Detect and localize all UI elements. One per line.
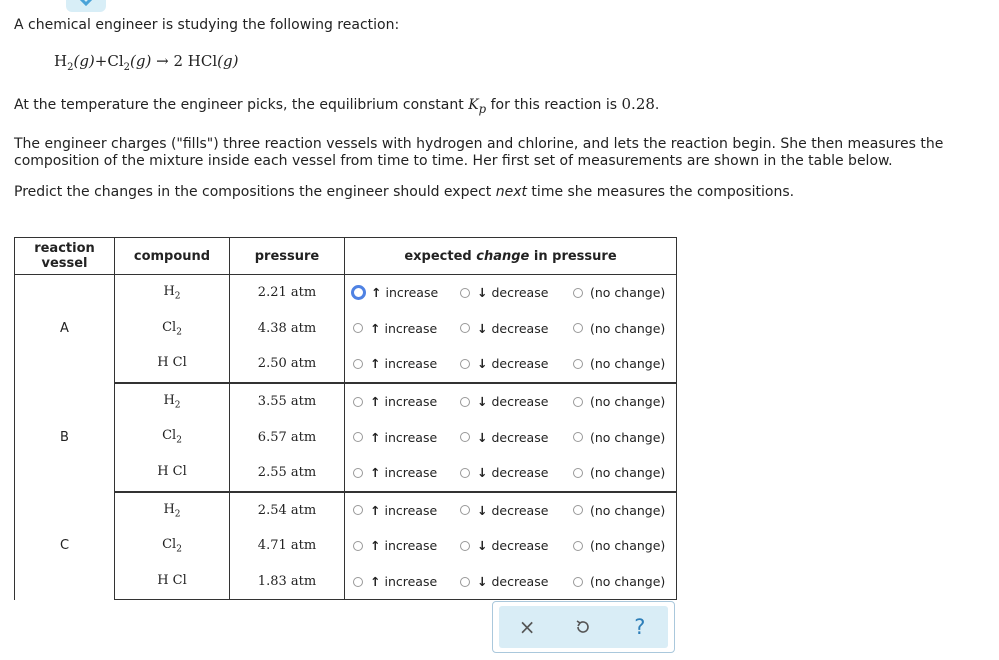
change-options (345, 455, 677, 492)
table-row (15, 528, 677, 564)
pressure-cell: 3.55 atm (230, 383, 345, 420)
table-row (15, 311, 677, 347)
pressure-cell: 2.55 atm (230, 455, 345, 492)
pressure-cell: 2.50 atm (230, 346, 345, 383)
radio-button[interactable] (353, 505, 363, 515)
radio-button[interactable] (573, 541, 583, 551)
arrow-down-icon: ↓ (477, 394, 488, 410)
pressure-cell: 2.54 atm (230, 492, 345, 529)
close-icon: × (518, 615, 536, 639)
measurements-table (14, 237, 677, 600)
no-change-option[interactable]: (no change) (573, 321, 665, 336)
kp-sentence: At the temperature the engineer picks, the equilibrium constant $K_p$ for this reaction is 0.28. (14, 95, 660, 116)
change-options (345, 419, 677, 455)
arrow-down-icon: ↓ (477, 429, 488, 445)
decrease-option[interactable]: ↓ decrease (460, 430, 573, 445)
compound-cell: $H_2$ (115, 383, 230, 420)
compound-cell: $Cl_2$ (115, 311, 230, 347)
radio-button[interactable] (460, 468, 470, 478)
arrow-up-icon: ↑ (370, 356, 381, 372)
increase-option[interactable]: ↑ increase (353, 321, 460, 336)
pressure-cell: 1.83 atm (230, 564, 345, 600)
radio-button[interactable] (460, 323, 470, 333)
compound-cell: $H_2$ (115, 492, 230, 529)
change-options (345, 528, 677, 564)
arrow-up-icon: ↑ (370, 320, 381, 336)
radio-button[interactable] (573, 505, 583, 515)
increase-option[interactable]: ↑ increase (353, 538, 460, 553)
table-row (15, 455, 677, 492)
arrow-up-icon: ↑ (371, 285, 382, 301)
arrow-up-icon: ↑ (370, 429, 381, 445)
decrease-option[interactable]: ↓ decrease (460, 321, 573, 336)
no-change-option[interactable]: (no change) (573, 430, 665, 445)
pressure-cell: 4.38 atm (230, 311, 345, 347)
help-button[interactable] (625, 612, 655, 642)
table-row (15, 275, 677, 311)
no-change-option[interactable]: (no change) (573, 503, 665, 518)
help-icon: ? (634, 615, 646, 639)
increase-option[interactable]: ↑ increase (353, 394, 460, 409)
change-options (345, 492, 677, 529)
arrow-down-icon: ↓ (477, 502, 488, 518)
vessel-label: C (15, 492, 115, 600)
table-row (15, 346, 677, 383)
arrow-up-icon: ↑ (370, 574, 381, 590)
no-change-option[interactable]: (no change) (573, 394, 665, 409)
radio-button[interactable] (573, 397, 583, 407)
no-change-option[interactable]: (no change) (573, 465, 665, 480)
change-options (345, 311, 677, 347)
radio-button[interactable] (353, 577, 363, 587)
compound-cell: H Cl (115, 564, 230, 600)
radio-button[interactable] (353, 468, 363, 478)
arrow-down-icon: ↓ (477, 356, 488, 372)
radio-button[interactable] (353, 432, 363, 442)
vessel-label: A (15, 275, 115, 383)
no-change-option[interactable]: (no change) (573, 538, 665, 553)
arrow-up-icon: ↑ (370, 394, 381, 410)
radio-button[interactable] (353, 397, 363, 407)
compound-cell: $Cl_2$ (115, 528, 230, 564)
pressure-cell: 6.57 atm (230, 419, 345, 455)
arrow-up-icon: ↑ (370, 538, 381, 554)
table-row (15, 419, 677, 455)
increase-option[interactable]: ↑ increase (353, 465, 460, 480)
increase-option[interactable]: ↑ increase (353, 574, 460, 589)
increase-option[interactable]: ↑ increase (353, 356, 460, 371)
arrow-up-icon: ↑ (370, 465, 381, 481)
predict-instruction: Predict the changes in the compositions the engineer should expect next time she measures the compositions. (14, 184, 795, 200)
compound-cell: H Cl (115, 455, 230, 492)
decrease-option[interactable]: ↓ decrease (460, 538, 573, 553)
change-options (345, 346, 677, 383)
increase-option[interactable]: ↑ increase (353, 430, 460, 445)
compound-cell: $Cl_2$ (115, 419, 230, 455)
decrease-option[interactable]: ↓ decrease (460, 285, 573, 300)
pressure-cell: 4.71 atm (230, 528, 345, 564)
table-row (15, 492, 677, 529)
radio-button[interactable] (353, 541, 363, 551)
pressure-cell: 2.21 atm (230, 275, 345, 311)
collapse-tab[interactable] (66, 0, 106, 12)
radio-button[interactable] (353, 359, 363, 369)
radio-button[interactable] (460, 359, 470, 369)
undo-icon (574, 618, 592, 636)
radio-button[interactable] (460, 397, 470, 407)
no-change-option[interactable]: (no change) (573, 285, 665, 300)
arrow-down-icon: ↓ (477, 574, 488, 590)
decrease-option[interactable]: ↓ decrease (460, 356, 573, 371)
table-row (15, 383, 677, 420)
compound-cell: H Cl (115, 346, 230, 383)
increase-option[interactable]: ↑ increase (353, 503, 460, 518)
radio-button[interactable] (460, 577, 470, 587)
change-options (345, 383, 677, 420)
radio-button[interactable] (573, 432, 583, 442)
description-paragraph: The engineer charges ("fills") three reaction vessels with hydrogen and chlorine, and lets the reaction begin. She then measures the composition of the mixture inside each vessel from time to time. Her first set of measurements are shown in the table below. (14, 136, 944, 169)
action-bar (492, 601, 675, 653)
header-expected-change: expected change in pressure (345, 238, 677, 275)
radio-button[interactable] (353, 323, 363, 333)
arrow-down-icon: ↓ (477, 285, 488, 301)
radio-button[interactable] (573, 577, 583, 587)
radio-button[interactable] (351, 285, 366, 300)
increase-option[interactable]: ↑ increase (353, 285, 460, 300)
no-change-option[interactable]: (no change) (573, 356, 665, 371)
compound-cell: $H_2$ (115, 275, 230, 311)
radio-button[interactable] (460, 432, 470, 442)
change-options (345, 275, 677, 311)
header-compound: compound (115, 238, 230, 275)
change-options (345, 564, 677, 600)
radio-button[interactable] (573, 323, 583, 333)
radio-button[interactable] (573, 288, 583, 298)
arrow-down-icon: ↓ (477, 538, 488, 554)
no-change-option[interactable]: (no change) (573, 574, 665, 589)
arrow-down-icon: ↓ (477, 320, 488, 336)
decrease-option[interactable]: ↓ decrease (460, 574, 573, 589)
vessel-label: B (15, 383, 115, 492)
header-vessel: reaction vessel (15, 238, 115, 275)
arrow-up-icon: ↑ (370, 502, 381, 518)
clear-button[interactable] (512, 612, 542, 642)
decrease-option[interactable]: ↓ decrease (460, 394, 573, 409)
header-pressure: pressure (230, 238, 345, 275)
radio-button[interactable] (460, 541, 470, 551)
radio-button[interactable] (460, 505, 470, 515)
table-header-row (15, 238, 677, 275)
reaction-equation: $H_2(g)+Cl_2(g) \to 2$ HCl(g) (54, 52, 239, 73)
intro-text: A chemical engineer is studying the following reaction: (14, 17, 400, 33)
radio-button[interactable] (460, 288, 470, 298)
table-row (15, 564, 677, 600)
arrow-down-icon: ↓ (477, 465, 488, 481)
radio-button[interactable] (573, 359, 583, 369)
radio-button[interactable] (573, 468, 583, 478)
chevron-down-icon (78, 0, 94, 6)
decrease-option[interactable]: ↓ decrease (460, 465, 573, 480)
undo-button[interactable] (568, 612, 598, 642)
decrease-option[interactable]: ↓ decrease (460, 503, 573, 518)
